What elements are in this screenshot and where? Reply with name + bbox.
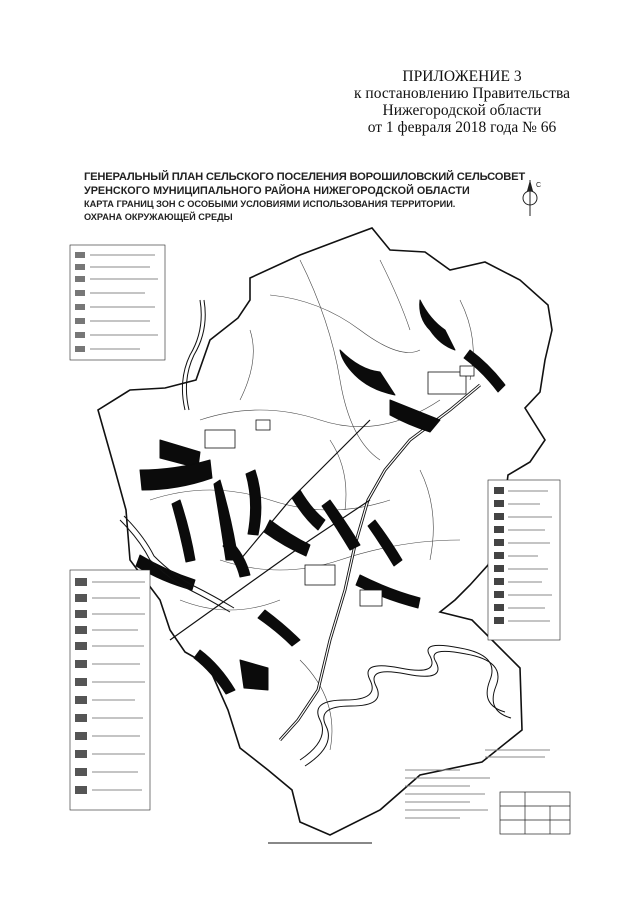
appendix-number: ПРИЛОЖЕНИЕ 3: [402, 68, 522, 85]
map-title-line-3: КАРТА ГРАНИЦ ЗОН С ОСОБЫМИ УСЛОВИЯМИ ИСПОЛЬЗОВАНИЯ ТЕРРИТОРИИ.: [84, 199, 456, 209]
map-title-line-2: УРЕНСКОГО МУНИЦИПАЛЬНОГО РАЙОНА НИЖЕГОРОДСКОЙ ОБЛАСТИ: [84, 185, 470, 197]
legend-bottom-left: [70, 570, 150, 810]
appendix-date: от 1 февраля 2018 года № 66: [367, 119, 557, 136]
legend-top-left: [70, 245, 165, 360]
appendix-decree: к постановлению Правительства: [354, 85, 570, 102]
settlement-boundary: [98, 228, 552, 835]
north-arrow-icon: [523, 180, 541, 216]
map-title-line-4: ОХРАНА ОКРУЖАЮЩЕЙ СРЕДЫ: [84, 212, 233, 222]
north-arrow-label: С: [536, 182, 542, 189]
legend-right: [488, 480, 560, 640]
title-block-stamp: [500, 792, 570, 834]
appendix-region: Нижегородской области: [382, 102, 542, 119]
map-title-line-1: ГЕНЕРАЛЬНЫЙ ПЛАН СЕЛЬСКОГО ПОСЕЛЕНИЯ ВОРОШИЛОВСКИЙ СЕЛЬСОВЕТ: [84, 171, 526, 183]
